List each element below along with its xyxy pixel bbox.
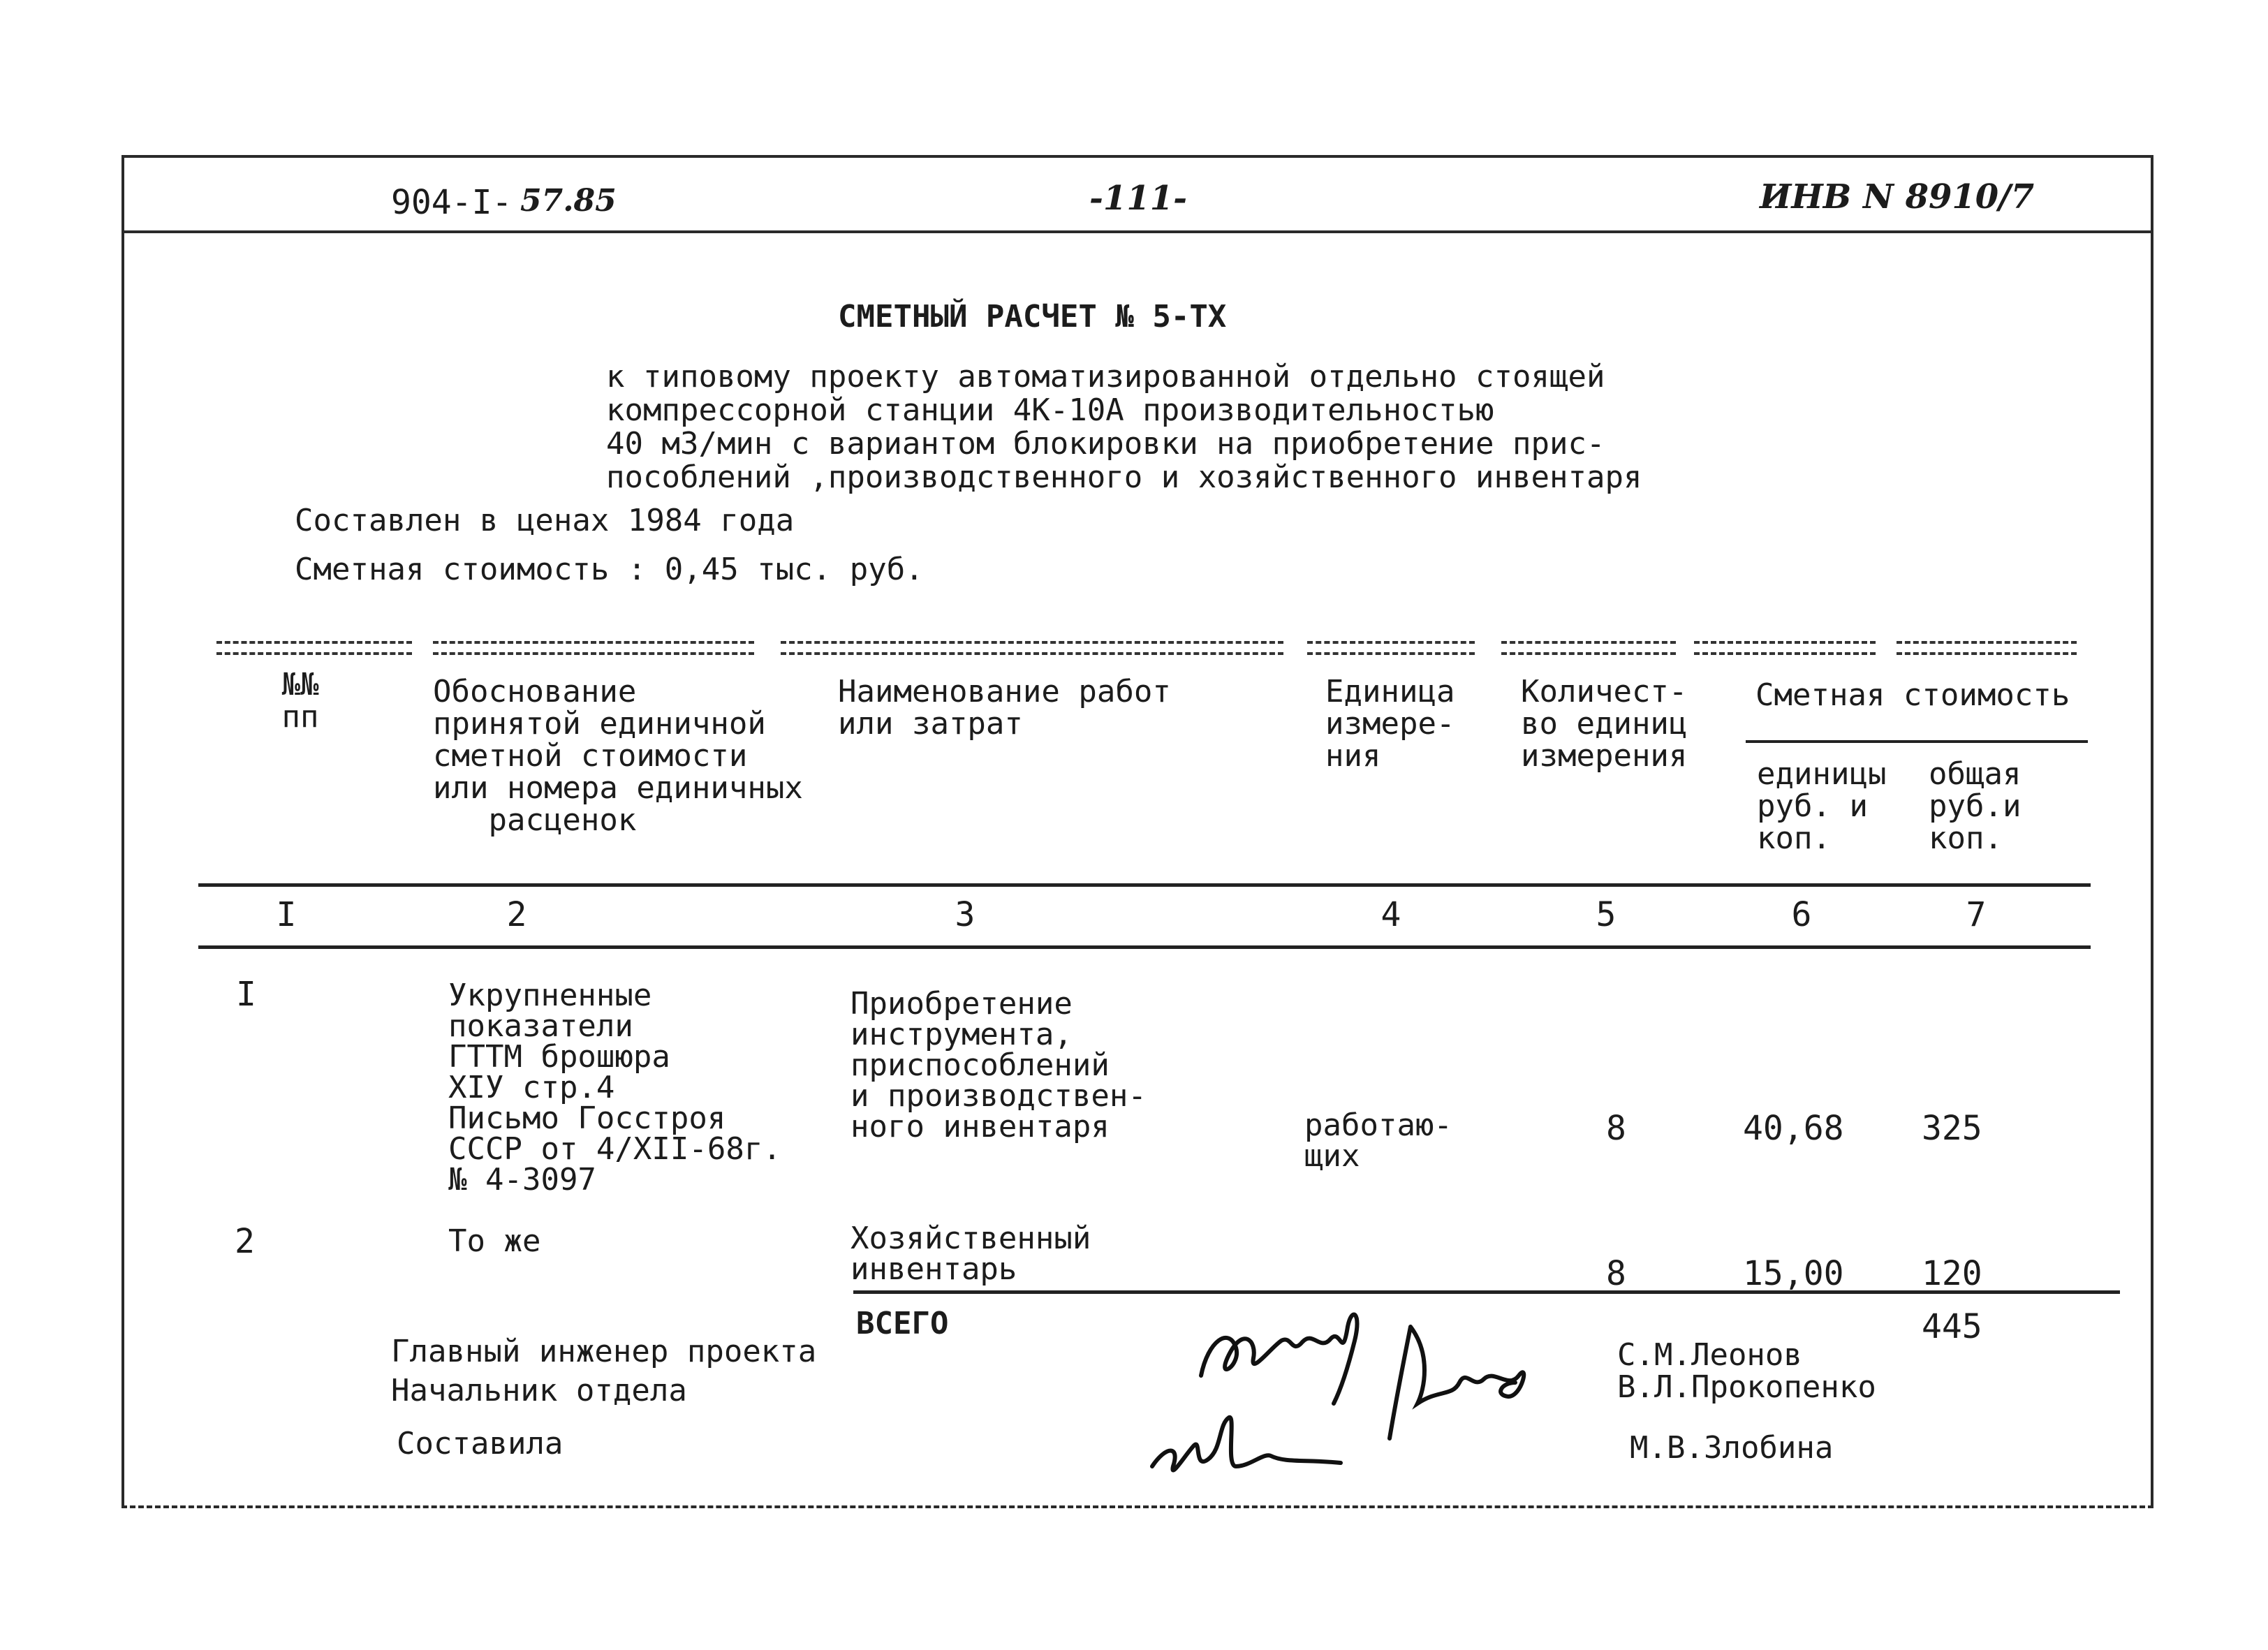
row-basis: Укрупненные показатели ГТТМ брошюра XIУ стр.4 Письмо Госстроя СССР от 4/XII-68г. № 4-3097 (448, 978, 781, 1198)
row-basis: То же (448, 1223, 541, 1259)
name-leonov: С.М.Леонов (1617, 1337, 1802, 1373)
top-rule-seg (216, 641, 412, 655)
top-rule-seg (1897, 641, 2077, 655)
doc-title: СМЕТНЫЙ РАСЧЕТ № 5-ТХ (838, 299, 1227, 334)
column-number: 5 (1596, 895, 1617, 934)
col-header-name: Наименование работ или затрат (838, 674, 1171, 742)
subtitle-line: 40 м3/мин с вариантом блокировки на приобретение прис- (606, 426, 1605, 462)
column-number: 2 (506, 895, 527, 934)
row-total: 325 (1922, 1109, 1982, 1148)
subtitle-line: пособлений ,производственного и хозяйственного инвентаря (606, 459, 1642, 495)
col-header-unit: Единица измере- ния (1325, 674, 1455, 774)
top-rule-seg (1694, 641, 1876, 655)
role-department-head: Начальник отдела (391, 1373, 687, 1408)
name-zlobina: М.В.Злобина (1630, 1430, 1834, 1466)
row-number: I (236, 975, 256, 1014)
row-unit: работаю- щих (1304, 1107, 1452, 1174)
column-number: 4 (1380, 895, 1401, 934)
page-number: -111- (1089, 179, 1188, 218)
row-qty: 8 (1606, 1109, 1626, 1148)
col-header-basis: Обоснование принятой единичной сметной стоимости или номера единичных расценок (433, 674, 803, 838)
top-rule-seg (781, 641, 1283, 655)
header-bottom-rule (198, 883, 2091, 887)
total-value: 445 (1922, 1307, 1982, 1346)
signature-chief-engineer (1187, 1299, 1397, 1410)
row-qty: 8 (1606, 1254, 1626, 1293)
numbers-bottom-rule (198, 945, 2091, 949)
col-header-num: №№ пп (281, 667, 319, 735)
inventory-number: ИНВ N 8910/7 (1760, 177, 2035, 216)
row-unit-cost: 15,00 (1743, 1254, 1844, 1293)
cost-line: Сметная стоимость : 0,45 тыс. руб. (295, 552, 924, 587)
signature-compiler (1145, 1404, 1355, 1487)
header-rule (122, 230, 2151, 233)
row-work-name: Приобретение инструмента, приспособлений и производствен- ного инвентаря (850, 986, 1147, 1144)
top-rule-seg (433, 641, 754, 655)
prices-line: Составлен в ценах 1984 года (295, 503, 795, 538)
top-rule-seg (1501, 641, 1676, 655)
subtitle-line: к типовому проекту автоматизированной отдельно стоящей (606, 359, 1605, 395)
signatory-names (1617, 1339, 1876, 1404)
top-rule-seg (1307, 641, 1475, 655)
column-number: I (276, 895, 297, 934)
col-header-total: общая руб.и коп. (1929, 756, 2022, 856)
signature-department-head (1369, 1313, 1550, 1466)
row-total: 120 (1922, 1254, 1982, 1293)
col-header-qty: Количест- во единиц измерения (1521, 674, 1688, 774)
subtitle-line: компрессорной станции 4К-10А производительностью (606, 392, 1494, 428)
total-label: ВСЕГО (856, 1306, 949, 1341)
row-unit-cost: 40,68 (1743, 1109, 1844, 1148)
column-number: 7 (1966, 895, 1987, 934)
row-work-name: Хозяйственный инвентарь (850, 1221, 1091, 1287)
role-compiler: Составила (397, 1426, 564, 1461)
col-header-cost-group: Сметная стоимость (1755, 677, 2070, 713)
role-chief-engineer: Главный инженер проекта (391, 1334, 817, 1369)
row-number: 2 (235, 1222, 255, 1261)
doc-subtitle (606, 360, 1642, 494)
column-number: 3 (955, 895, 975, 934)
project-code: 904-I- (391, 183, 513, 222)
col-header-unit-cost: единицы руб. и коп. (1757, 756, 1887, 856)
name-prokopenko: В.Л.Прокопенко (1617, 1369, 1876, 1405)
cost-group-rule (1746, 740, 2088, 743)
project-code-handwritten: 57.85 (520, 183, 617, 219)
column-number: 6 (1791, 895, 1812, 934)
total-rule (853, 1290, 2120, 1294)
